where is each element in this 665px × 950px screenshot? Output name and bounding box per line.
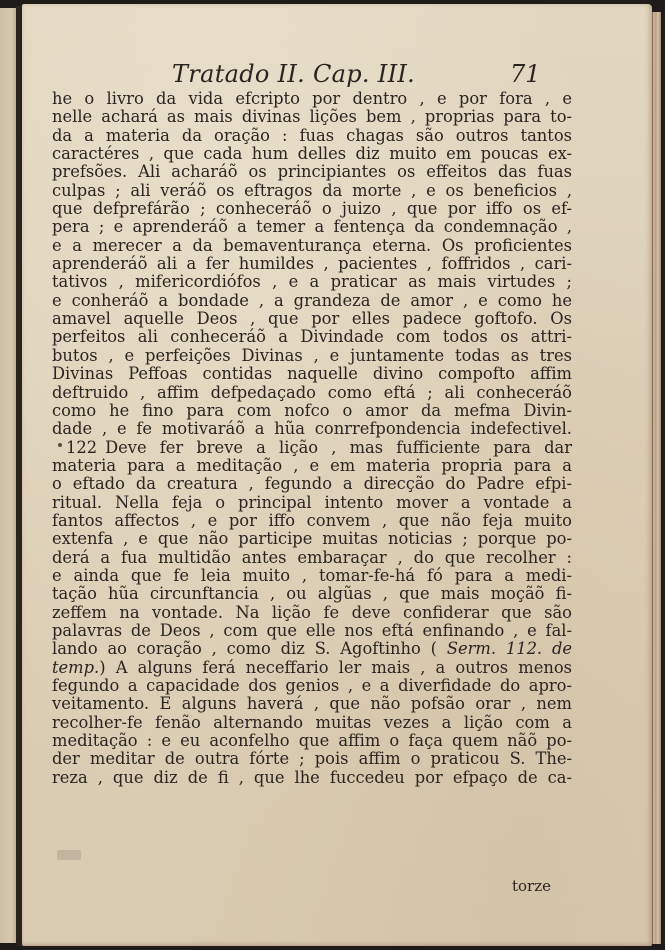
citation-reference: temp. — [52, 657, 100, 677]
text-line: como he fino para com nofco o amor da mefma Divin- — [52, 400, 572, 420]
text-line: amavel aquelle Deos , que por elles padece goftofo. Os — [52, 309, 572, 329]
text-line: e a merecer a da bemaventurança eterna. Os proficientes — [52, 235, 572, 255]
text-line: deftruido , affim defpedaçado como eftá ; ali conheceráõ — [52, 382, 572, 402]
text-fragment: ) A alguns ferá neceffario ler mais , a outros menos — [99, 657, 572, 677]
text-line: o eftado da creatura , fegundo a direcção do Padre efpi- — [52, 474, 572, 494]
text-line: palavras de Deos , com que elle nos eftá enfinando , e fal- — [52, 620, 572, 640]
catchword: torze — [512, 877, 552, 895]
show-through-mark — [57, 850, 81, 860]
text-line: fegundo a capacidade dos genios , e a diverfidade do apro- — [52, 676, 572, 695]
text-line: he o livro da vida efcripto por dentro , e por fora , e — [52, 89, 572, 108]
citation-line — [52, 640, 572, 658]
text-line: Divinas Peffoas contidas naquelle divino compofto affim — [52, 364, 572, 384]
text-line: recolher-fe fenão alternando muitas vezes a lição com a — [52, 712, 572, 732]
text-line: extenfa , e que não participe muitas noticias ; porque po- — [52, 529, 572, 549]
text-line: derá a fua multidão antes embaraçar , do que recolher : — [52, 547, 572, 567]
page-stack-edge — [652, 12, 661, 944]
text-line: perfeitos ali conheceráõ a Divindade com todos os attri- — [52, 327, 572, 347]
text-fragment: Deve fer breve a lição , mas fufficiente para dar — [105, 437, 572, 457]
text-line: veitamento. E alguns haverá , que não pofsão orar , nem — [52, 694, 572, 714]
citation-reference: Serm. 112. de — [446, 639, 572, 659]
page-number: 71 — [510, 60, 541, 88]
text-line: tação hũa circunftancia , ou algũas , que mais moçãõ fi- — [52, 584, 572, 604]
text-line: dade , e fe motivaráõ a hũa conrrefpondencia indefectivel. — [52, 419, 572, 439]
text-line: culpas ; ali veráõ os eftragos da morte , e os beneficios , — [52, 180, 572, 200]
text-line: prefsões. Ali acharáõ os principiantes os effeitos das fuas — [52, 162, 572, 182]
paragraph-number: 122 — [66, 437, 98, 457]
text-line: fantos affectos , e por iffo convem , que não feja muito — [52, 510, 572, 530]
book-page — [22, 4, 652, 946]
text-line: que defprefárão ; conheceráõ o juizo , que por iffo os ef- — [52, 199, 572, 219]
text-line: meditação : e eu aconfelho que affim o faça quem nãõ po- — [52, 731, 572, 751]
text-line: da a materia da oração : fuas chagas são outros tantos — [52, 125, 572, 145]
text-line: materia para a meditação , e em materia propria para a — [52, 455, 572, 475]
citation-line — [52, 659, 572, 677]
text-line: caractéres , que cada hum delles diz muito em poucas ex- — [52, 144, 572, 164]
text-line: zeffem na vontade. Na lição fe deve confiderar que são — [52, 602, 572, 622]
previous-page-edge — [0, 8, 16, 943]
text-line: der meditar de outra fórte ; pois affim o praticou S. The- — [52, 749, 572, 769]
text-line: aprenderáõ ali a fer humildes , pacientes , foffridos , cari- — [52, 254, 572, 274]
text-line: reza , que diz de fi , que lhe fuccedeu por efpaço de ca- — [52, 767, 572, 787]
text-line: pera ; e aprenderáõ a temer a fentença da condemnação , — [52, 217, 572, 237]
margin-mark — [58, 443, 62, 447]
text-line: e ainda que fe leia muito , tomar-fe-há fó para a medi- — [52, 565, 572, 585]
text-line: e conheráõ a bondade , a grandeza de amor , e como he — [52, 290, 572, 310]
text-line: nelle achará as mais divinas lições bem , proprias para to- — [52, 107, 572, 127]
body-text — [52, 90, 572, 787]
text-line: tativos , mifericordiófos , e a praticar as mais virtudes ; — [52, 272, 572, 292]
text-fragment: lando ao coração , como diz S. Agoftinho ( — [52, 639, 437, 659]
running-title: Tratado II. Cap. III. — [172, 60, 416, 88]
text-line: ritual. Nella feja o principal intento mover a vontade a — [52, 492, 572, 512]
paragraph-start-line — [52, 439, 572, 457]
text-line: butos , e perfeições Divinas , e juntamente todas as tres — [52, 345, 572, 365]
